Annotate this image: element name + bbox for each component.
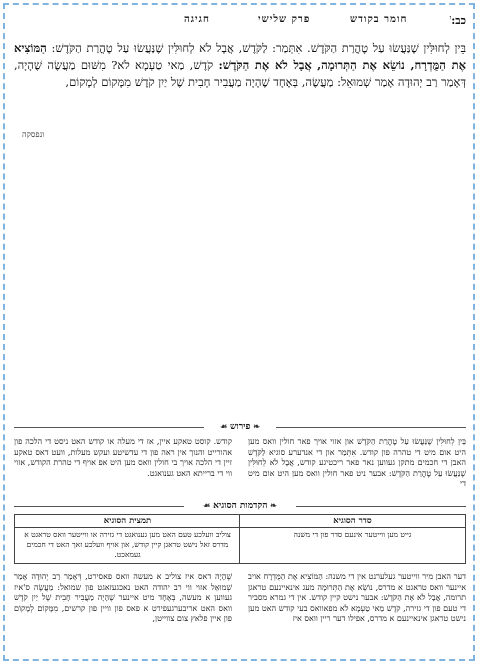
perush-section xyxy=(14,437,466,497)
explanation-column-left: שֶׁהָיָה דאס איז צוליב א מעשה וואס פאסירט, דְּאָמַר רַב יְהוּדָה אָמַר שְׁמוּאֵל אזוי ווי רב יהודה האט נאכגעזאגט פון שמואל: מַעֲשֶׂה ס'איז געווען א מעשה, בְּאֶחָד מיט איינער שֶׁהָיָה מַעֲבִיר חָבִית שֶׁל יַיִן קֹדֶשׁ וואס האט אריבערגעפירט א פאס פון וויין פון קרשים, מִמָּקוֹם לְמָקוֹם פון איין פלאץ צום צווייטן, xyxy=(14,572,232,623)
gemara-text xyxy=(14,40,466,91)
perush-column-right: בֵּין לְחוּלִּין שֶׁנַּעֲשׂוּ עַל טׇהֳרַת הַקֹּדֶשׁ און אזוי אויך פאר חולין וואס מען היט אום מיט די טהרה פון קודש. אִתְּמַר און די אנדערע סוגיא לַקֹּדֶשׁ האבן די חכמים מתקן געווען נאר פאר ריכטיגע קודש, אֲבָל לֹא לְחוּלִּין שֶׁנַּעֲשׂוּ עַל טׇהֳרַת הַקֹּדֶשׁ: אבער ניט פאר חולין וואס מען היט אום מיט די xyxy=(248,437,466,488)
seder-hasugya xyxy=(239,515,465,563)
gemara-bold-quote: אֲבָל לֹא אֶת הַקֹּדֶשׁ: xyxy=(218,58,312,72)
work-title: חומר בקודש xyxy=(350,14,408,25)
box-heading: תמצית הסוגיא xyxy=(15,515,240,528)
box-text: צוליב וועלכע טעם האט מען גענואגט די גזירה או ווייטער וואס טראגט א מדרס זאל נישט טראגן קיין קודש, און אויף וועלכע זאך האט די חכמים געמאכט. xyxy=(24,530,231,559)
box-text: גייט מען ווייטער אינעם סדר פון די משנה xyxy=(293,530,412,539)
gemara-sentence: מִמָּקוֹם לְמָקוֹם, xyxy=(65,75,132,89)
tractate-name: חגיגה xyxy=(184,14,210,25)
ornament-icon: ☙ xyxy=(220,421,231,431)
footnote-mark: ונפסקה xyxy=(22,130,45,139)
hakdamot-box xyxy=(14,514,466,564)
perush-column-left: קודש. קוסט טאקע איין, אז די מעלה או קודש האט ניסט די הלכה פון אהורייט והנוך אין ראה פון די עדשיטע ועקש מעלות, וועט דאס טאקע זיין די הלכה אויך בי חולין וואס מען היט אפ אויף די טהרת הקודש, אזוי ווי די ברייתא האט גענואגט. xyxy=(14,437,232,478)
ornament-icon: ❧ xyxy=(267,500,277,510)
box-heading: סדר הסוגיא xyxy=(240,515,465,528)
hakdamot-title-bar xyxy=(14,500,466,512)
explanation-section xyxy=(14,572,466,652)
perush-title-bar xyxy=(14,421,466,433)
section-title: ❧ הקדמות הסוגיא ☙ xyxy=(203,500,277,511)
section-title: ❧ פירוש ☙ xyxy=(220,421,260,432)
tamtzis-hasugya xyxy=(15,515,240,563)
page-number: כב:$^ו$ xyxy=(449,14,466,27)
gemara-bold-quote: הַמּוֹצִיא אֶת הַמֻּדְרָח, נוֹשֵׂא אֶת הַתְּרוּמָה, xyxy=(14,41,467,72)
gemara-sentence: קֹדֶשׁ, מַאי טַעְמָא לֹא? מִשּׁוּם מַעֲשֶׂה שֶׁהָיָה, דְּאָמַר רַב יְהוּדָה אָמַר שְׁמוּאֵל: מַעֲשֶׂה, בְּאֶחָד שֶׁהָיָה מַעֲבִיר חָבִית שֶׁל יַיִן קֹדֶשׁ xyxy=(14,58,466,89)
ornament-icon: ☙ xyxy=(203,500,214,510)
document-page xyxy=(14,10,466,658)
chapter-name: פרק שלישי xyxy=(258,14,311,25)
explanation-column-right: דער האבן מיר ווייטער געלערנט אין די משנה: הַמּוֹצִיא אֶת הַמֻּדְרָח אויב איינער וואס טראגט א מדרס, נוֹשֵׂא אֶת הַתְּרוּמָה מעג אינאיינעם טראגן תרומה, אֲבָל לֹא אֶת הַקֹּדֶשׁ: אבער נישט קיין קודש. אין די גמרא מסביר די טעם פון די גזירה, קֹדֶשׁ מַאי טַעְמָא לֹא מפאוואס בעי קודש האט מען נישט טראגן אינאיינעם א מדרס, אפילו דער ריין וואס איז xyxy=(248,572,466,623)
gemara-sentence: בֵּין לְחוּלִּין שֶׁנַּעֲשׂוּ עַל טׇהֳרַת הַקֹּדֶשׁ. אִתְּמַר: לַקֹּדֶשׁ, אֲבָל לֹא לְחוּלִּין שֶׁנַּעֲשׂוּ עַל טׇהֳרַת הַקֹּדֶשׁ: xyxy=(51,41,466,55)
page-header xyxy=(14,10,466,32)
ornament-icon: ❧ xyxy=(250,421,260,431)
